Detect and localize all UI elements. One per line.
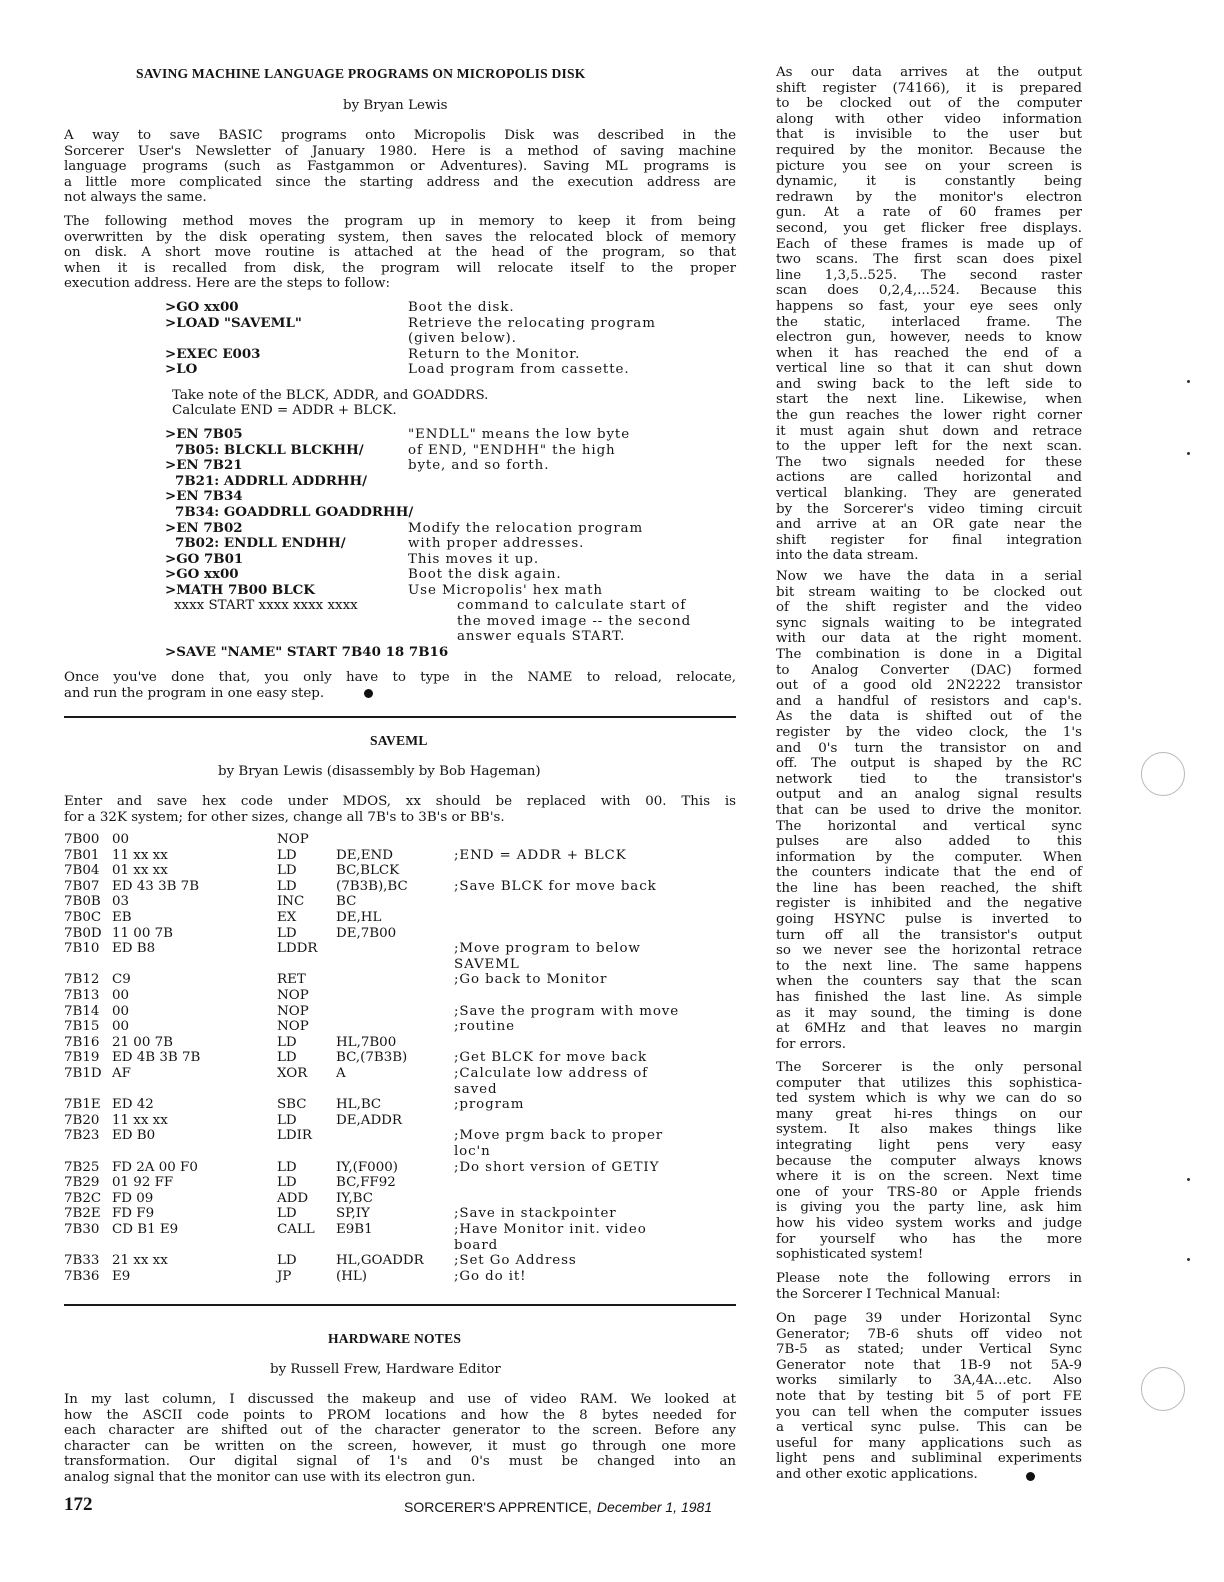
listing-hex: C9 xyxy=(112,972,131,988)
math-description-line: answer equals START. xyxy=(457,629,626,645)
step-command: >GO xx00 xyxy=(165,566,239,583)
listing-hex: E9 xyxy=(112,1268,131,1284)
listing-opcode: LD xyxy=(277,863,297,879)
text-line: character can be written on the screen, however, it must go through one more xyxy=(64,1438,736,1454)
text-line: when the counters say that the scan xyxy=(776,974,1082,990)
text-line: the counters indicate that the end of xyxy=(776,865,1082,881)
step-description: Use Micropolis' hex math xyxy=(408,583,603,598)
listing-operand: BC,FF92 xyxy=(336,1175,396,1191)
listing-operand: SP,IY xyxy=(336,1206,370,1222)
text-line: system. It also makes things like xyxy=(776,1122,1082,1138)
listing-hex: ED 43 3B 7B xyxy=(112,878,200,894)
listing-opcode: LD xyxy=(277,1050,297,1066)
text-line: and arrive at an OR gate near the xyxy=(776,517,1082,533)
listing-address: 7B12 xyxy=(64,972,100,988)
listing-address: 7B33 xyxy=(64,1253,100,1269)
listing-operand: DE,HL xyxy=(336,910,382,925)
text-line: so we never see the horizontal retrace xyxy=(776,943,1082,959)
text-line: shift register (74166), it is prepared xyxy=(776,80,1082,96)
text-line: execution address. Here are the steps to follow: xyxy=(64,276,390,292)
end-mark-dot xyxy=(1026,1472,1035,1481)
listing-opcode: NOP xyxy=(277,1019,309,1035)
listing-hex: 21 xx xx xyxy=(112,1253,168,1269)
text-line: you can tell when the computer issues xyxy=(776,1404,1082,1420)
listing-opcode: CALL xyxy=(277,1222,315,1237)
text-line: and swing back to the left side to xyxy=(776,376,1082,392)
margin-speck xyxy=(1187,452,1190,455)
listing-address: 7B19 xyxy=(64,1050,100,1066)
margin-speck xyxy=(1187,1258,1190,1261)
article-title-saveml: SAVEML xyxy=(370,733,428,748)
text-line: for a 32K system; for other sizes, change all 7B's to 3B's or BB's. xyxy=(64,809,505,825)
note-line: Calculate END = ADDR + BLCK. xyxy=(172,403,397,418)
text-line: required by the monitor. Because the xyxy=(776,142,1082,158)
listing-comment: saved xyxy=(454,1081,498,1097)
listing-operand: DE,END xyxy=(336,847,393,863)
step-command: >EN 7B21 xyxy=(165,457,243,474)
text-line: Each of these frames is made up of xyxy=(776,236,1082,252)
listing-address: 7B1E xyxy=(64,1097,101,1113)
listing-hex: CD B1 E9 xyxy=(112,1222,179,1237)
text-line: out of a good old 2N2222 transistor xyxy=(776,678,1082,694)
step-description: This moves it up. xyxy=(408,551,540,567)
step-description: byte, and so forth. xyxy=(408,458,550,474)
listing-operand: BC,(7B3B) xyxy=(336,1050,408,1066)
text-line: and 0's turn the transistor on and xyxy=(776,740,1082,756)
listing-opcode: INC xyxy=(277,894,305,910)
text-line: ted system which is why we can do so xyxy=(776,1091,1082,1107)
text-line: on disk. A short move routine is attached at the head of the program, so that xyxy=(64,245,736,261)
listing-opcode: LD xyxy=(277,1253,297,1269)
text-line: going HSYNC pulse is inverted to xyxy=(776,912,1082,928)
listing-operand: IY,(F000) xyxy=(336,1159,398,1175)
text-line: redrawn by the monitor's electron xyxy=(776,189,1082,205)
math-line: xxxx START xxxx xxxx xxxx xyxy=(174,598,358,613)
text-line: The two signals needed for these xyxy=(776,454,1082,470)
listing-address: 7B23 xyxy=(64,1128,100,1144)
text-line: On page 39 under Horizontal Sync xyxy=(776,1311,1082,1326)
text-line: it must again shut down and retrace xyxy=(776,423,1082,439)
text-line: each character are shifted out of the character generator to the screen. Before any xyxy=(64,1423,736,1439)
listing-opcode: NOP xyxy=(277,832,309,847)
listing-hex: FD 09 xyxy=(112,1190,154,1206)
text-line: works similarly to 3A,4A...etc. Also xyxy=(776,1373,1082,1389)
text-line: The following method moves the program up in memory to keep it from being xyxy=(64,214,736,229)
step-description: Load program from cassette. xyxy=(408,362,630,378)
step-command: 7B34: GOADDRLL GOADDRHH/ xyxy=(175,504,414,520)
column-paragraph xyxy=(776,65,1082,564)
listing-address: 7B13 xyxy=(64,988,100,1003)
listing-hex: 00 xyxy=(112,1019,130,1035)
step-command: >LO xyxy=(165,361,198,378)
listing-comment: ;Save in stackpointer xyxy=(454,1206,617,1222)
text-line: that can be used to drive the monitor. xyxy=(776,802,1082,818)
text-line: start the next line. Likewise, when xyxy=(776,392,1082,408)
listing-operand: E9B1 xyxy=(336,1222,373,1237)
text-line: computer that utilizes this sophistica- xyxy=(776,1075,1082,1091)
text-line: vertical line so that it can shut down xyxy=(776,361,1082,377)
text-line: to Analog Converter (DAC) formed xyxy=(776,662,1082,678)
margin-speck xyxy=(1187,380,1190,383)
text-line: for yourself who has the more xyxy=(776,1231,1082,1247)
text-line: A way to save BASIC programs onto Micropolis Disk was described in the xyxy=(64,128,736,143)
listing-opcode: LDDR xyxy=(277,941,318,957)
listing-comment: loc'n xyxy=(454,1144,491,1159)
text-line: 7B-5 as stated; under Vertical Sync xyxy=(776,1342,1082,1358)
text-line: As our data arrives at the output xyxy=(776,65,1082,80)
step-command: >GO xx00 xyxy=(165,299,239,315)
listing-comment: ;Do short version of GETIY xyxy=(454,1159,660,1175)
listing-address: 7B30 xyxy=(64,1222,100,1237)
listing-comment: ;END = ADDR + BLCK xyxy=(454,847,627,863)
listing-address: 7B04 xyxy=(64,863,100,879)
step-command: >EN 7B02 xyxy=(165,519,243,536)
listing-operand: BC xyxy=(336,894,357,910)
step-command: >EN 7B05 xyxy=(165,426,243,442)
listing-opcode: LD xyxy=(277,878,297,894)
listing-opcode: LD xyxy=(277,1159,297,1175)
listing-comment: SAVEML xyxy=(454,956,520,972)
step-description: Modify the relocation program xyxy=(408,520,644,536)
text-line: with our data at the right moment. xyxy=(776,631,1082,647)
closing-paragraph xyxy=(64,670,736,701)
margin-speck xyxy=(1187,1178,1190,1181)
text-line: the static, interlaced frame. The xyxy=(776,314,1082,330)
text-line: line 1,3,5..525. The second raster xyxy=(776,267,1082,283)
text-line: to the next line. The same happens xyxy=(776,958,1082,974)
text-line: sophisticated system! xyxy=(776,1247,924,1263)
text-line: note that by testing bit 5 of port FE xyxy=(776,1388,1082,1404)
listing-opcode: SBC xyxy=(277,1097,307,1113)
text-line: not always the same. xyxy=(64,190,207,206)
listing-hex: 11 00 7B xyxy=(112,925,173,941)
column-paragraph xyxy=(776,1060,1082,1263)
listing-opcode: LD xyxy=(277,1112,297,1128)
text-line: pulses are also added to this xyxy=(776,834,1082,850)
text-line: language programs (such as Fastgammon or Adventures). Saving ML programs is xyxy=(64,159,736,175)
text-line: Enter and save hex code under MDOS, xx should be replaced with 00. This is xyxy=(64,794,736,809)
text-line: many great hi-res things on our xyxy=(776,1106,1082,1122)
listing-comment: ;Save BLCK for move back xyxy=(454,878,657,894)
step-command: >LOAD "SAVEML" xyxy=(165,314,302,331)
listing-comment: ;Go do it! xyxy=(454,1268,527,1284)
text-line: as it may sound, the timing is done xyxy=(776,1005,1082,1021)
save-command: >SAVE "NAME" START 7B40 18 7B16 xyxy=(165,644,449,660)
listing-operand: BC,BLCK xyxy=(336,863,400,879)
text-line: sync signals waiting to be integrated xyxy=(776,615,1082,631)
text-line: of the shift register and the video xyxy=(776,600,1082,616)
text-line: The horizontal and vertical sync xyxy=(776,818,1082,834)
text-line: output and an analog signal results xyxy=(776,787,1082,803)
listing-hex: 00 xyxy=(112,832,130,847)
text-line: network tied to the transistor's xyxy=(776,771,1082,787)
text-line: along with other video information xyxy=(776,111,1082,127)
text-line: second, you get flicker free displays. xyxy=(776,220,1082,236)
listing-operand: HL,BC xyxy=(336,1097,382,1113)
text-line: off. The output is shaped by the RC xyxy=(776,756,1082,772)
column-paragraph xyxy=(776,1271,1082,1302)
text-line: overwritten by the disk operating system, then saves the relocated block of memory xyxy=(64,229,736,245)
text-line: at 6MHz and that leaves no margin xyxy=(776,1021,1082,1037)
text-line: As the data is shifted out of the xyxy=(776,709,1082,725)
text-line: the Sorcerer I Technical Manual: xyxy=(776,1286,1001,1302)
listing-address: 7B01 xyxy=(64,847,100,863)
listing-hex: 03 xyxy=(112,894,130,910)
text-line: transformation. Our digital signal of 1's and 0's must be changed into an xyxy=(64,1454,736,1470)
listing-operand: A xyxy=(336,1066,346,1081)
listing-comment: ;program xyxy=(454,1097,525,1113)
listing-hex: 01 92 FF xyxy=(112,1175,174,1191)
listing-opcode: LDIR xyxy=(277,1128,313,1144)
listing-hex: ED 42 xyxy=(112,1097,154,1113)
article-title-saving-ml: SAVING MACHINE LANGUAGE PROGRAMS ON MICROPOLIS DISK xyxy=(136,66,586,81)
text-line: shift register for final integration xyxy=(776,532,1082,548)
listing-opcode: XOR xyxy=(277,1066,308,1081)
text-line: when it has reached the end of a xyxy=(776,345,1082,361)
listing-opcode: LD xyxy=(277,925,297,941)
listing-hex: 01 xx xx xyxy=(112,863,168,879)
math-description-line: command to calculate start of xyxy=(457,598,687,613)
article-byline: by Bryan Lewis (disassembly by Bob Hageman) xyxy=(218,764,541,779)
step-description: Boot the disk. xyxy=(408,300,515,315)
listing-opcode: LD xyxy=(277,1175,297,1191)
text-line: vertical blanking. They are generated xyxy=(776,486,1082,502)
step-command: >EXEC E003 xyxy=(165,345,261,362)
listing-comment: board xyxy=(454,1237,499,1253)
listing-address: 7B16 xyxy=(64,1034,100,1050)
listing-opcode: EX xyxy=(277,910,297,925)
text-line: Once you've done that, you only have to type in the NAME to reload, relocate, xyxy=(64,670,736,685)
listing-hex: ED B0 xyxy=(112,1128,156,1144)
text-line: is giving you the party line, ask him xyxy=(776,1200,1082,1216)
text-line: dynamic, it is constantly being xyxy=(776,174,1082,190)
listing-address: 7B2C xyxy=(64,1190,102,1206)
issue-date: December 1, 1981 xyxy=(596,1499,713,1515)
text-line: Please note the following errors in xyxy=(776,1271,1082,1286)
page-number: 172 xyxy=(64,1494,93,1515)
text-line: how his video system works and judge xyxy=(776,1215,1082,1231)
text-line: bit stream waiting to be clocked out xyxy=(776,584,1082,600)
text-line: that is invisible to the user but xyxy=(776,127,1082,143)
step-description: with proper addresses. xyxy=(408,536,585,552)
text-line: and other exotic applications. xyxy=(776,1466,978,1482)
text-line: actions are called horizontal and xyxy=(776,470,1082,486)
magazine-name: SORCERER'S APPRENTICE, xyxy=(404,1499,592,1515)
text-line: The combination is done in a Digital xyxy=(776,646,1082,662)
text-line: Generator; 7B-6 shuts off video not xyxy=(776,1326,1082,1342)
text-line: light pens and subliminal experiments xyxy=(776,1451,1082,1467)
text-line: electron gun, however, needs to know xyxy=(776,330,1082,346)
column-paragraph xyxy=(776,1311,1082,1483)
hardware-paragraph xyxy=(64,1392,736,1486)
text-line: one of your TRS-80 or Apple friends xyxy=(776,1184,1082,1200)
step-description: "ENDLL" means the low byte xyxy=(408,427,631,442)
binder-hole xyxy=(1141,1367,1185,1411)
end-mark-dot xyxy=(364,689,373,698)
text-line: the gun reaches the lower right corner xyxy=(776,408,1082,424)
listing-hex: ED 4B 3B 7B xyxy=(112,1050,201,1066)
note-line: Take note of the BLCK, ADDR, and GOADDRS. xyxy=(172,388,489,403)
section-divider xyxy=(64,716,736,718)
article-title-hardware-notes: HARDWARE NOTES xyxy=(328,1331,462,1346)
text-line: analog signal that the monitor can use with its electron gun. xyxy=(64,1469,476,1485)
listing-hex: FD F9 xyxy=(112,1206,155,1222)
listing-hex: AF xyxy=(112,1066,131,1081)
step-command: 7B02: ENDLL ENDHH/ xyxy=(175,535,346,552)
text-line: two scans. The first scan does pixel xyxy=(776,252,1082,268)
text-line: useful for many applications such as xyxy=(776,1435,1082,1451)
text-line: because the computer always knows xyxy=(776,1153,1082,1169)
listing-address: 7B29 xyxy=(64,1175,100,1191)
listing-address: 7B1D xyxy=(64,1066,102,1081)
step-description: of END, "ENDHH" the high xyxy=(408,442,616,458)
listing-opcode: LD xyxy=(277,1206,297,1222)
text-line: a little more complicated since the starting address and the execution address are xyxy=(64,174,736,190)
listing-hex: 21 00 7B xyxy=(112,1034,173,1050)
listing-address: 7B0C xyxy=(64,910,102,925)
listing-opcode: NOP xyxy=(277,988,309,1003)
text-line: scan does 0,2,4,...524. Because this xyxy=(776,283,1082,299)
listing-operand: (HL) xyxy=(336,1268,368,1284)
text-line: and a handful of resistors and cap's. xyxy=(776,693,1082,709)
listing-operand: (7B3B),BC xyxy=(336,878,408,894)
text-line: Now we have the data in a serial xyxy=(776,569,1082,584)
listing-opcode: LD xyxy=(277,1034,297,1050)
text-line: to be clocked out of the computer xyxy=(776,96,1082,112)
text-line: picture you see on your screen is xyxy=(776,158,1082,174)
article-byline: by Bryan Lewis xyxy=(343,98,448,113)
text-line: for errors. xyxy=(776,1036,846,1052)
listing-address: 7B15 xyxy=(64,1019,100,1035)
text-line: a vertical sync pulse. This can be xyxy=(776,1420,1082,1436)
text-line: when it is recalled from disk, the program will relocate itself to the proper xyxy=(64,260,736,276)
text-line: Sorcerer User's Newsletter of January 1980. Here is a method of saving machine xyxy=(64,143,736,159)
listing-opcode: RET xyxy=(277,972,306,988)
text-line: into the data stream. xyxy=(776,548,919,564)
text-line: turn off all the transistor's output xyxy=(776,927,1082,943)
text-line: gun. At a rate of 60 frames per xyxy=(776,205,1082,221)
text-line: Generator note that 1B-9 not 5A-9 xyxy=(776,1357,1082,1373)
listing-comment: ;Set Go Address xyxy=(454,1253,577,1269)
text-line: information by the computer. When xyxy=(776,849,1082,865)
text-line: by the Sorcerer's video timing circuit xyxy=(776,501,1082,517)
section-divider xyxy=(64,1304,736,1306)
listing-opcode: JP xyxy=(277,1268,292,1284)
listing-hex: 11 xx xx xyxy=(112,1112,168,1128)
listing-address: 7B20 xyxy=(64,1112,100,1128)
step-description: Boot the disk again. xyxy=(408,567,562,583)
listing-hex: ED B8 xyxy=(112,941,156,957)
listing-opcode: ADD xyxy=(277,1190,309,1206)
text-line: to the upper left for the next scan. xyxy=(776,439,1082,455)
step-description: Return to the Monitor. xyxy=(408,346,581,362)
method-paragraph xyxy=(64,214,736,292)
step-command: 7B05: BLCKLL BLCKHH/ xyxy=(175,441,364,458)
text-line: and run the program in one easy step. xyxy=(64,685,325,701)
text-line: how the ASCII code points to PROM locations and how the 8 bytes needed for xyxy=(64,1407,736,1423)
listing-hex: 11 xx xx xyxy=(112,847,168,863)
intro-paragraph xyxy=(64,128,736,206)
text-line: where it is on the screen. Next time xyxy=(776,1169,1082,1185)
step-command: >GO 7B01 xyxy=(165,550,244,567)
listing-comment: ;Move prgm back to proper xyxy=(454,1128,664,1144)
listing-comment: ;Calculate low address of xyxy=(454,1066,649,1081)
text-line: register is inhibited and the negative xyxy=(776,896,1082,912)
column-paragraph xyxy=(776,569,1082,1052)
text-line: has finished the last line. As simple xyxy=(776,990,1082,1006)
math-description-line: the moved image -- the second xyxy=(457,613,692,629)
listing-opcode: NOP xyxy=(277,1003,309,1019)
article-byline: by Russell Frew, Hardware Editor xyxy=(270,1362,501,1377)
listing-address: 7B07 xyxy=(64,878,100,894)
text-line: happens so fast, your eye sees only xyxy=(776,298,1082,314)
listing-operand: DE,7B00 xyxy=(336,925,397,941)
listing-address: 7B0B xyxy=(64,894,101,910)
listing-intro xyxy=(64,794,736,825)
text-line: the line has been reached, the shift xyxy=(776,880,1082,896)
listing-hex: 00 xyxy=(112,988,130,1003)
listing-address: 7B25 xyxy=(64,1159,100,1175)
listing-opcode: LD xyxy=(277,847,297,863)
listing-comment: ;Get BLCK for move back xyxy=(454,1050,648,1066)
listing-hex: 00 xyxy=(112,1003,130,1019)
text-line: In my last column, I discussed the makeup and use of video RAM. We looked at xyxy=(64,1392,736,1407)
binder-hole xyxy=(1141,752,1185,796)
text-line: register by the video clock, the 1's xyxy=(776,724,1082,740)
listing-operand: HL,7B00 xyxy=(336,1034,397,1050)
step-description: (given below). xyxy=(408,331,517,347)
listing-operand: DE,ADDR xyxy=(336,1112,402,1128)
listing-address: 7B00 xyxy=(64,832,100,847)
listing-address: 7B2E xyxy=(64,1206,101,1222)
listing-comment: ;Have Monitor init. video xyxy=(454,1222,647,1237)
listing-address: 7B14 xyxy=(64,1003,100,1019)
listing-hex: EB xyxy=(112,910,132,925)
listing-hex: FD 2A 00 F0 xyxy=(112,1159,198,1175)
listing-operand: HL,GOADDR xyxy=(336,1253,424,1269)
magazine-footer xyxy=(404,1497,712,1516)
listing-address: 7B10 xyxy=(64,941,100,957)
step-command: >MATH 7B00 BLCK xyxy=(165,582,315,598)
listing-comment: ;routine xyxy=(454,1019,516,1035)
listing-address: 7B0D xyxy=(64,925,102,941)
text-line: The Sorcerer is the only personal xyxy=(776,1060,1082,1075)
listing-comment: ;Move program to below xyxy=(454,941,641,957)
listing-address: 7B36 xyxy=(64,1268,100,1284)
step-command: 7B21: ADDRLL ADDRHH/ xyxy=(175,472,368,489)
listing-operand: IY,BC xyxy=(336,1190,373,1206)
step-command: >EN 7B34 xyxy=(165,488,243,505)
step-description: Retrieve the relocating program xyxy=(408,315,656,331)
text-line: integrating light pens very easy xyxy=(776,1137,1082,1153)
listing-comment: ;Save the program with move xyxy=(454,1003,680,1019)
listing-comment: ;Go back to Monitor xyxy=(454,972,608,988)
